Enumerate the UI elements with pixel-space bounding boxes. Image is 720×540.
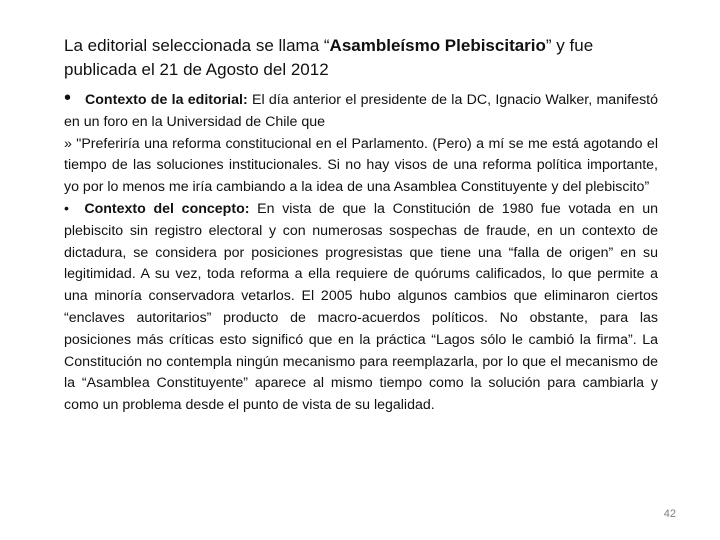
contexto-editorial-text: El día anterior el presidente de la DC, Ignacio Walker, manifestó en un foro en la Universidad de Chile que <box>64 92 658 130</box>
contexto-editorial-paragraph <box>64 88 658 134</box>
page-number: 42 <box>663 508 676 520</box>
editorial-title: Asambleísmo Plebiscitario <box>329 36 546 55</box>
contexto-editorial-label: Contexto de la editorial: <box>85 92 248 108</box>
intro-text-start: La editorial seleccionada se llama “ <box>64 36 330 55</box>
quote-text: "Preferiría una reforma constitucional en el Parlamento. (Pero) a mí se me está agotando el tiempo de las soluciones institucionales. Si no hay visos de una reforma política importante, yo por lo menos me iría cambiando a la idea de una Asamblea Constituyente y del plebiscito” <box>64 135 658 196</box>
intro-paragraph <box>64 34 660 82</box>
contexto-concepto-paragraph <box>64 199 658 417</box>
intro-text-end: ” y fue publicada el 21 de Agosto del 2012 <box>64 36 594 79</box>
bullet-icon: • <box>64 87 72 109</box>
quote-paragraph <box>64 134 658 199</box>
contexto-concepto-text: En vista de que la Constitución de 1980 fue votada en un plebiscito sin registro electoral y con numerosas sospechas de fraude, en un contexto de dictadura, se considera por posiciones progresistas que tiene una “falla de origen” en su legitimidad. A su vez, toda reforma a ella requiere de quórums calificados, lo que permite a una minoría conservadora vetarlos. El 2005 hubo algunos cambios que eliminaron ciertos “enclaves autoritarios” producto de macro-acuerdos políticos. No obstante, para las posiciones más críticas esto significó que en la práctica “Lagos sólo le cambió la firma”. La Constitución no contempla ningún mecanismo para reemplazarla, por lo que el mecanismo de la “Asamblea Constituyente” aparece al mismo tiempo como la solución para cambiarla y como un problema desde el punto de vista de su legalidad. <box>64 200 658 414</box>
body-text <box>64 88 658 417</box>
contexto-concepto-label: Contexto del concepto: <box>84 200 250 217</box>
bullet-icon: • <box>64 200 69 217</box>
quote-marker: » <box>64 135 77 152</box>
